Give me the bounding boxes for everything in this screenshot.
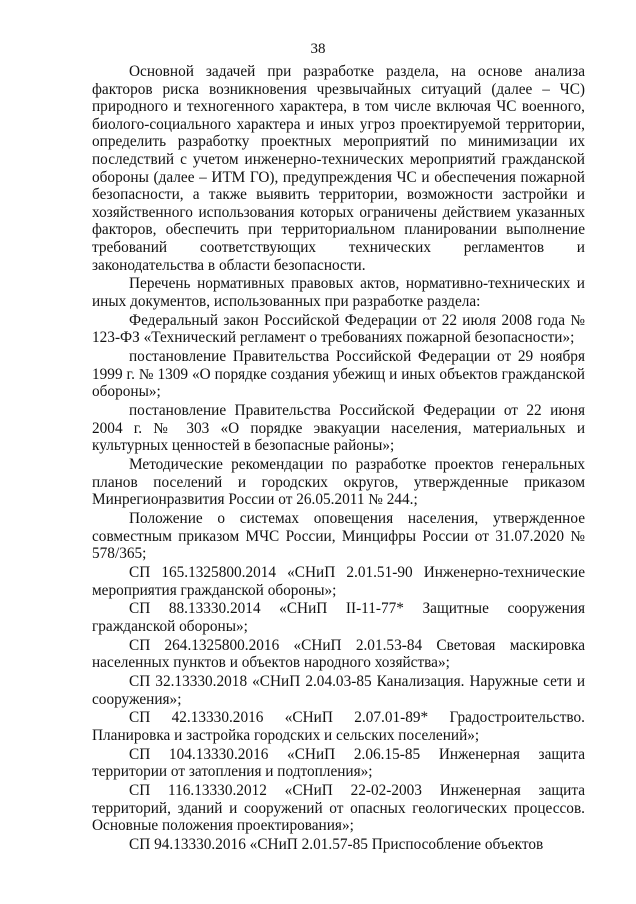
list-item-method-recommendations: Методические рекомендации по разработке проектов генеральных планов поселений и городских округов, утвержденные приказом Минрегионразвития России от 26.05.2011 № 244.; (92, 456, 585, 509)
list-item-sp-94: СП 94.13330.2016 «СНиП 2.01.57-85 Приспособление объектов (129, 836, 544, 854)
list-item-sp-88: СП 88.13330.2014 «СНиП II-11-77* Защитные сооружения гражданской обороны»; (92, 600, 585, 635)
paragraph-list-intro: Перечень нормативных правовых актов, нормативно-технических и иных документов, использованных при разработке раздела: (92, 275, 585, 310)
list-item-federal-law: Федеральный закон Российской Федерации от 22 июля 2008 года № 123-ФЗ «Технический регламент о требованиях пожарной безопасности»; (92, 311, 585, 347)
page-number: 38 (310, 41, 326, 57)
list-item-decree-303: постановление Правительства Российской Федерации от 22 июня 2004 г. № 303 «О порядке эвакуации населения, материальных и культурных ценностей в безопасные районы»; (92, 402, 585, 455)
body-text (92, 63, 585, 855)
list-item-sp-264: СП 264.1325800.2016 «СНиП 2.01.53-84 Световая маскировка населенных пунктов и объектов народного хозяйства»; (92, 636, 585, 672)
list-item-decree-1309: постановление Правительства Российской Федерации от 29 ноября 1999 г. № 1309 «О порядке создания убежищ и иных объектов гражданской обороны»; (92, 348, 585, 401)
list-item-sp-32: СП 32.13330.2018 «СНиП 2.04.03-85 Канализация. Наружные сети и сооружения»; (92, 673, 585, 708)
list-item-sp-165: СП 165.1325800.2014 «СНиП 2.01.51-90 Инженерно-технические мероприятия гражданской обороны»; (92, 563, 585, 599)
list-item-sp-42: СП 42.13330.2016 «СНиП 2.07.01-89* Градостроительство. Планировка и застройка городских и сельских поселений»; (92, 709, 585, 745)
list-item-sp-104: СП 104.13330.2016 «СНиП 2.06.15-85 Инженерная защита территории от затопления и подтопления»; (92, 745, 585, 781)
list-item-warning-systems: Положение о системах оповещения населения, утвержденное совместным приказом МЧС России, Минцифры России от 31.07.2020 № 578/365; (92, 509, 585, 563)
paragraph-task: Основной задачей при разработке раздела, на основе анализа факторов риска возникновения чрезвычайных ситуаций (далее – ЧС) природного и техногенного характера, в том числе включая ЧС военного, биолого-социального характера и иных угроз проектируемой территории, определить разработку проектных мероприятий по минимизации их последствий с учетом инженерно-технических мероприятий гражданской обороны (далее – ИТМ ГО), предупреждения ЧС и обеспечения пожарной безопасности, а также выявить территории, возможности застройки и хозяйственного использования которых ограничены действием указанных факторов, обеспечить при территориальном планировании выполнение требований соответствующих технических регламентов и законодательства в области безопасности. (92, 63, 585, 274)
list-item-sp-116: СП 116.13330.2012 «СНиП 22-02-2003 Инженерная защита территорий, зданий и сооружений от опасных геологических процессов. Основные положения проектирования»; (92, 782, 585, 835)
